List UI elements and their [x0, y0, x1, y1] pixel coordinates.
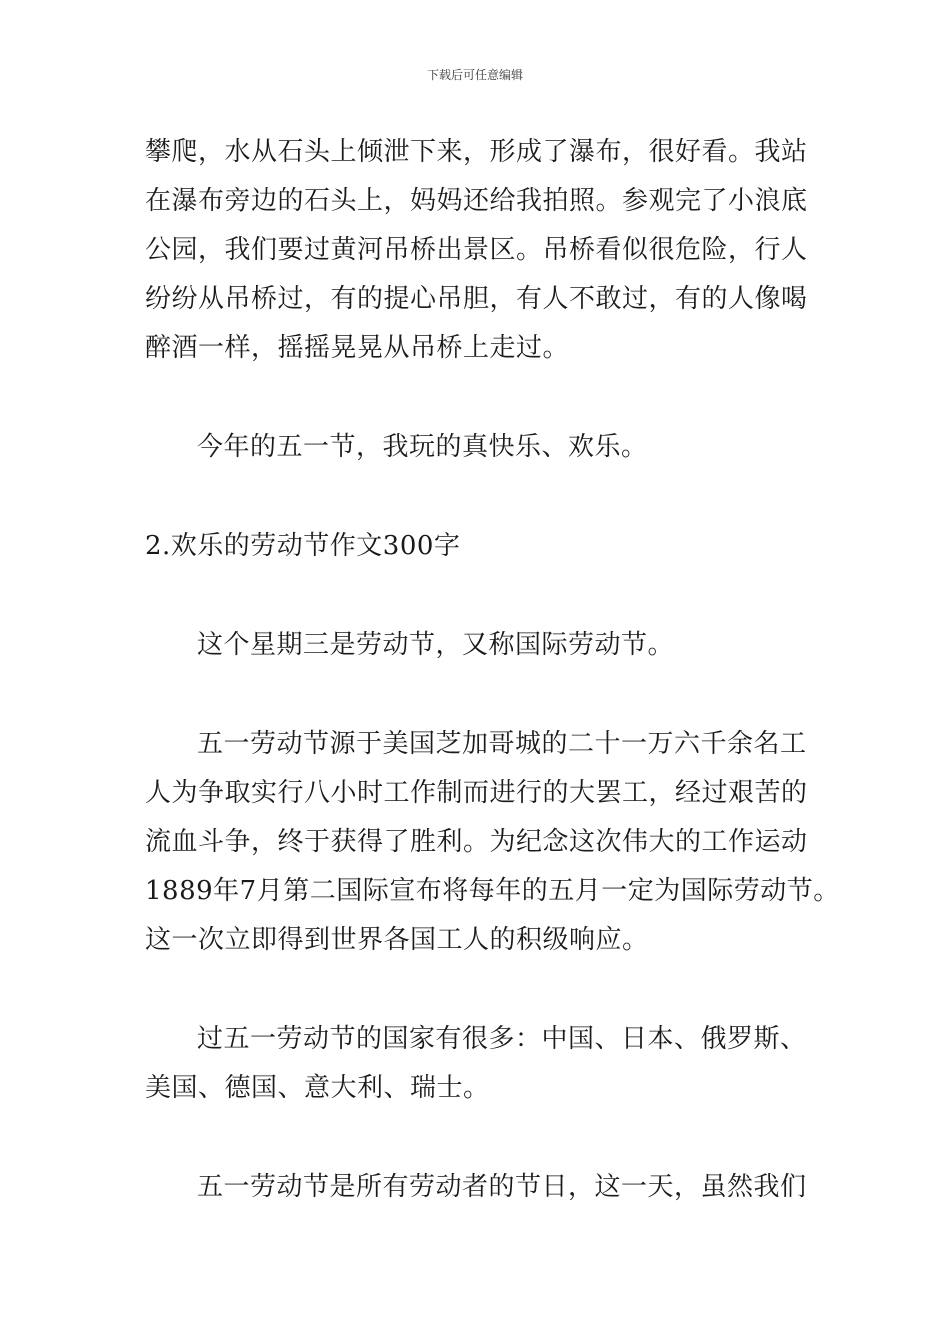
- paragraph-4: [145, 720, 840, 965]
- text-line: 过五一劳动节的国家有很多：中国、日本、俄罗斯、: [197, 1024, 807, 1054]
- text-line: 在瀑布旁边的石头上，妈妈还给我拍照。参观完了小浪底: [145, 186, 808, 216]
- paragraph-1: [145, 128, 815, 373]
- text-line: 公园，我们要过黄河吊桥出景区。吊桥看似很危险，行人: [145, 235, 808, 265]
- text-line: 醉酒一样，摇摇晃晃从吊桥上走过。: [145, 333, 570, 363]
- text-line: 五一劳动节是所有劳动者的节日，这一天，虽然我们: [197, 1172, 807, 1202]
- text-line: 美国、德国、意大利、瑞士。: [145, 1073, 490, 1103]
- paragraph-2: [145, 423, 815, 472]
- text-line: 攀爬，水从石头上倾泄下来，形成了瀑布，很好看。我站: [145, 137, 808, 167]
- paragraph-gap: [145, 965, 815, 1015]
- section-heading: [145, 522, 815, 571]
- paragraph-6: [145, 1163, 815, 1212]
- paragraph-gap: [145, 1113, 815, 1163]
- document-body: [145, 128, 840, 1212]
- paragraph-gap: [145, 472, 815, 522]
- paragraph-gap: [145, 571, 815, 621]
- paragraph-5: [145, 1015, 815, 1113]
- text-line: 这个星期三是劳动节，又称国际劳动节。: [197, 630, 675, 660]
- text-line: 纷纷从吊桥过，有的提心吊胆，有人不敢过，有的人像喝: [145, 284, 808, 314]
- page-header: 下载后可任意编辑: [426, 68, 523, 82]
- text-line: 今年的五一节，我玩的真快乐、欢乐。: [197, 432, 648, 462]
- paragraph-3: [145, 621, 815, 670]
- text-line: 人为争取实行八小时工作制而进行的大罢工，经过艰苦的: [145, 778, 808, 808]
- text-line: 五一劳动节源于美国芝加哥城的二十一万六千余名工: [197, 729, 807, 759]
- text-line: 这一次立即得到世界各国工人的积级响应。: [145, 925, 649, 955]
- text-line: 流血斗争，终于获得了胜利。为纪念这次伟大的工作运动: [145, 827, 808, 857]
- paragraph-gap: [145, 670, 815, 720]
- paragraph-gap: [145, 373, 815, 423]
- text-line: 1889年7月第二国际宣布将每年的五月一定为国际劳动节。: [145, 876, 840, 906]
- heading-line: 2.欢乐的劳动节作文300字: [145, 531, 461, 561]
